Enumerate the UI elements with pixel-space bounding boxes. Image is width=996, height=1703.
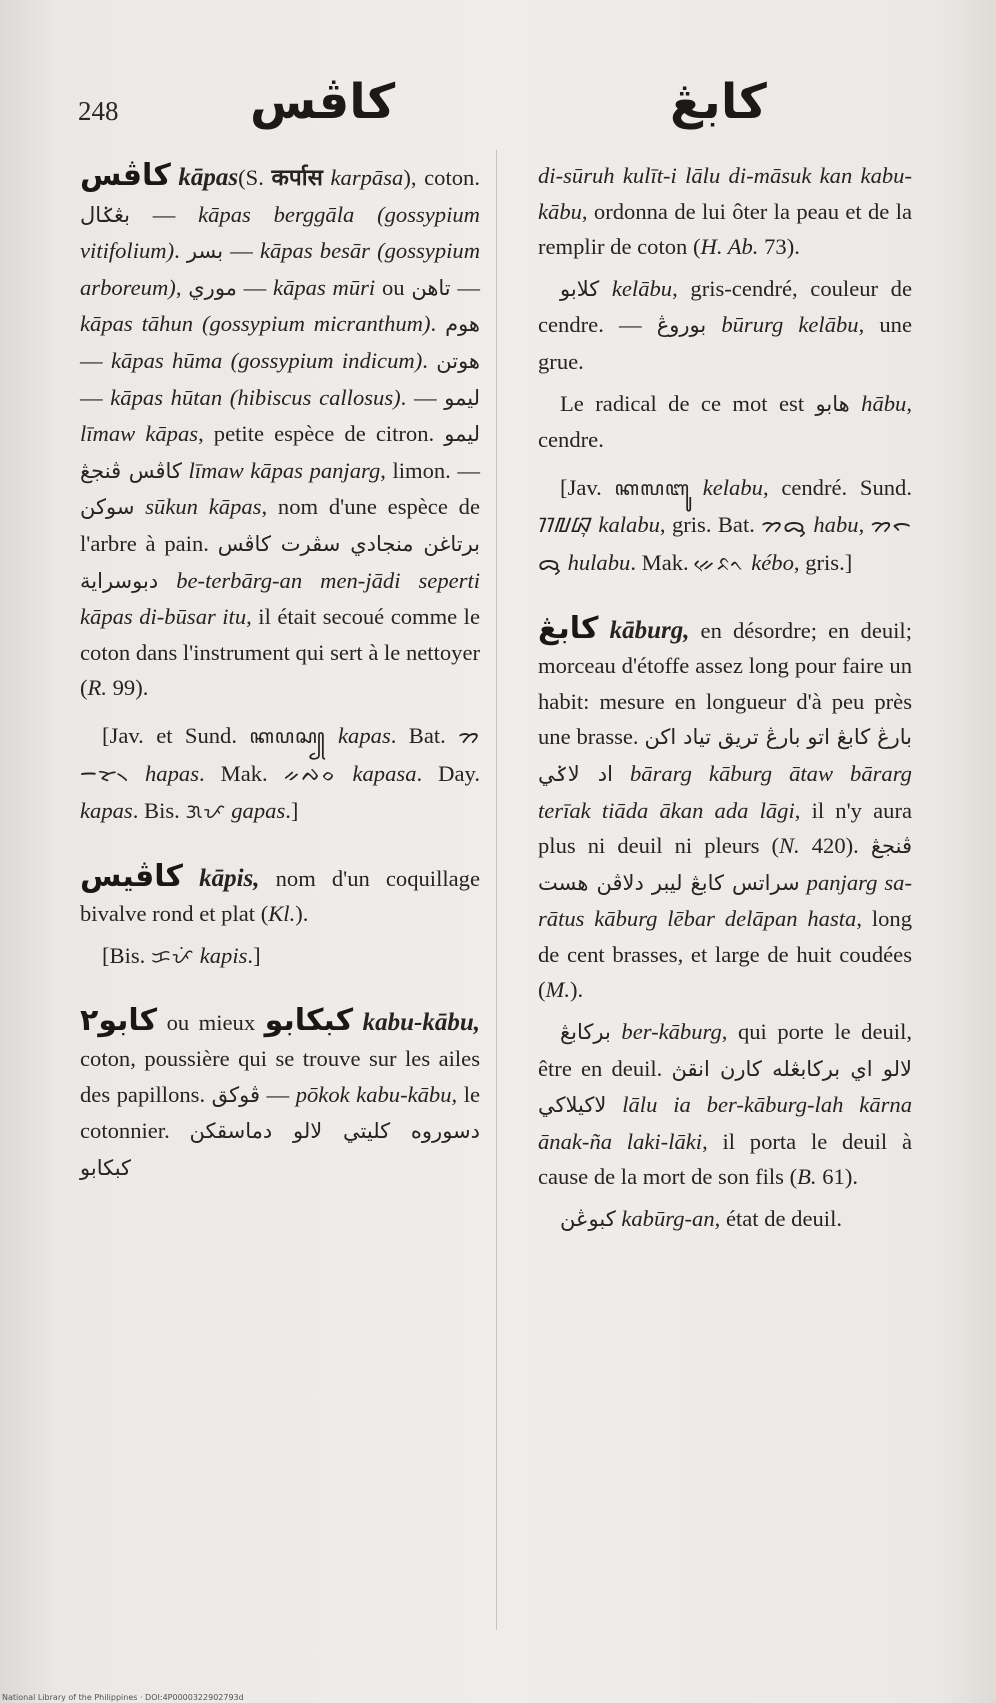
makassar-script: ᨀᨄᨔ: [283, 763, 337, 786]
bisaya-script: ᜄᜉ: [185, 801, 226, 824]
headword-arabic: كلابو: [560, 276, 600, 301]
bisaya-script: ᜃᜉᜒ: [150, 945, 195, 968]
entry-kabu-kabu-continued: di-sūruh kulīt-i lālu di-māsuk kan kabu-kābu, ordonna de lui ôter la peau et de la remplir de coton (H. Ab. 73).: [538, 163, 912, 260]
entry-kapis: كاڤيس kāpis, nom d'un coquillage bivalve rond et plat (Kl.).: [80, 858, 480, 927]
headword-arabic: كبوڠن: [560, 1207, 616, 1232]
javanese-script: ꦏꦭꦧꦸ: [614, 477, 690, 500]
headword: kāburg,: [609, 616, 690, 644]
note-kapas: [Jav. et Sund. ꦏꦥꦱ꧀ kapas. Bat. ᯂᯇᯘ᯲ hapas. Mak. ᨀᨄᨔ kapasa. Day. kapas. Bis. ᜄᜉ gapas.]: [80, 722, 480, 824]
left-column: [80, 158, 480, 1192]
sundanese-script: ᮊᮜᮘᮥ: [538, 515, 593, 538]
headword-arabic: بركابڠ: [560, 1020, 611, 1045]
batak-script: ᯂᯇᯘ᯲: [80, 725, 480, 786]
note-kapis: [Bis. ᜃᜉᜒ kapis.]: [102, 942, 261, 968]
right-column: [538, 158, 912, 1244]
entry-berkabung: بركابڠ ber-kāburg, qui porte le deuil, être en deuil. لالو اي بركابڠله كارن انقڽ لاكيلاكي lālu ia ber-kāburg-lah kārna ānak-ña laki-lāki, il porta le deuil à cause de la mort de son fils (B. 61).: [538, 1019, 913, 1190]
headword: kelābu: [611, 275, 673, 301]
entry-kabung: كابڠ kāburg, en désordre; en deuil; morceau d'étoffe assez long pour faire un habit: mesure en longueur d'à peu près une brasse. بارڠ كابڠ اتو بارڠ تريق تياد اكن اد لاݢي bārarg kāburg ātaw bārarg terīak tiāda ākan ada lāgi, il n'y aura plus ni deuil ni pleurs (N. 420). ڤنجڠ سراتس كابڠ ليبر دلاڤن هست panjarg sa-rātus kāburg lēbar delāpan hasta, long de cent brasses, et large de huit coudées (M.).: [538, 610, 912, 1003]
entry-kapas: كاڤس kāpas(S. कर्पास karpāsa), coton. بڠݢال — kāpas berggāla (gossypium vitifolium). بسر — kāpas besār (gossypium arboreum), موري — kāpas mūri ou تاهن — kāpas tāhun (gossypium micranthum). هوم — kāpas hūma (gossypium indicum). هوتن — kāpas hūtan (hibiscus callosus). — ليمو līmaw kāpas, petite espèce de citron. ليمو كاڤس ڤنجڠ līmaw kāpas panjarg, limon. — سوكن sūkun kāpas, nom d'une espèce de l'arbre à pain. برتاغن منجادي سڤرت كاڤس دبوسراية be-terbārg-an men-jādi seperti kāpas di-būsar itu, il était secoué comme le coton dans l'instrument qui sert à le nettoyer (R. 99).: [80, 158, 481, 701]
headword-arabic: كاڤيس: [80, 858, 184, 894]
batak-script: ᯂᯅᯮ: [761, 515, 807, 538]
headword-arabic: كاڤس: [80, 158, 171, 193]
headword: kāpis,: [199, 864, 260, 892]
page-number: 248: [78, 96, 119, 126]
column-divider: [496, 150, 497, 1630]
devanagari-text: कर्पास: [271, 165, 323, 191]
headword: kabu-kābu,: [362, 1009, 480, 1037]
headword-arabic: كابڠ: [538, 610, 599, 646]
scan-footer: National Library of the Philippines · DOI:4P0000322902793d: [2, 1693, 244, 1702]
note-kelabu: [Jav. ꦏꦭꦧꦸ kelabu, cendré. Sund. ᮊᮜᮘᮥ kalabu, gris. Bat. ᯂᯅᯮ habu, ᯂᯞᯅᯮ hulabu. Mak. ᨀᨙᨅᨚ kébo, gris.]: [538, 474, 913, 575]
entry-kabungan: كبوڠن kabūrg-an, état de deuil.: [560, 1206, 843, 1232]
entry-kelabu: كلابو kelābu, gris-cendré, couleur de cendre. — بوروڠ būrurg kelābu, une grue.: [538, 275, 912, 374]
running-head-left: كاڤس: [250, 74, 396, 130]
headword: kāpas: [178, 164, 239, 191]
makassar-script: ᨀᨙᨅᨚ: [694, 552, 746, 575]
running-head-right: كابڠ: [670, 74, 767, 130]
radical-note: Le radical de ce mot est هابو hābu, cendre.: [538, 390, 912, 453]
javanese-script: ꦏꦥꦱ꧀: [249, 725, 326, 748]
entry-kabu-kabu: كابو٢ ou mieux كبكابو kabu-kābu, coton, poussière qui se trouve sur les ailes des papillons. ڤوكق — pōkok kabu-kābu, le cotonnier. دسوروه كليتي لالو دماسقكن كبكابو: [80, 1003, 481, 1180]
batak-script: ᯂᯞᯅᯮ: [538, 515, 913, 575]
headword-arabic: كابو٢: [80, 1003, 158, 1039]
